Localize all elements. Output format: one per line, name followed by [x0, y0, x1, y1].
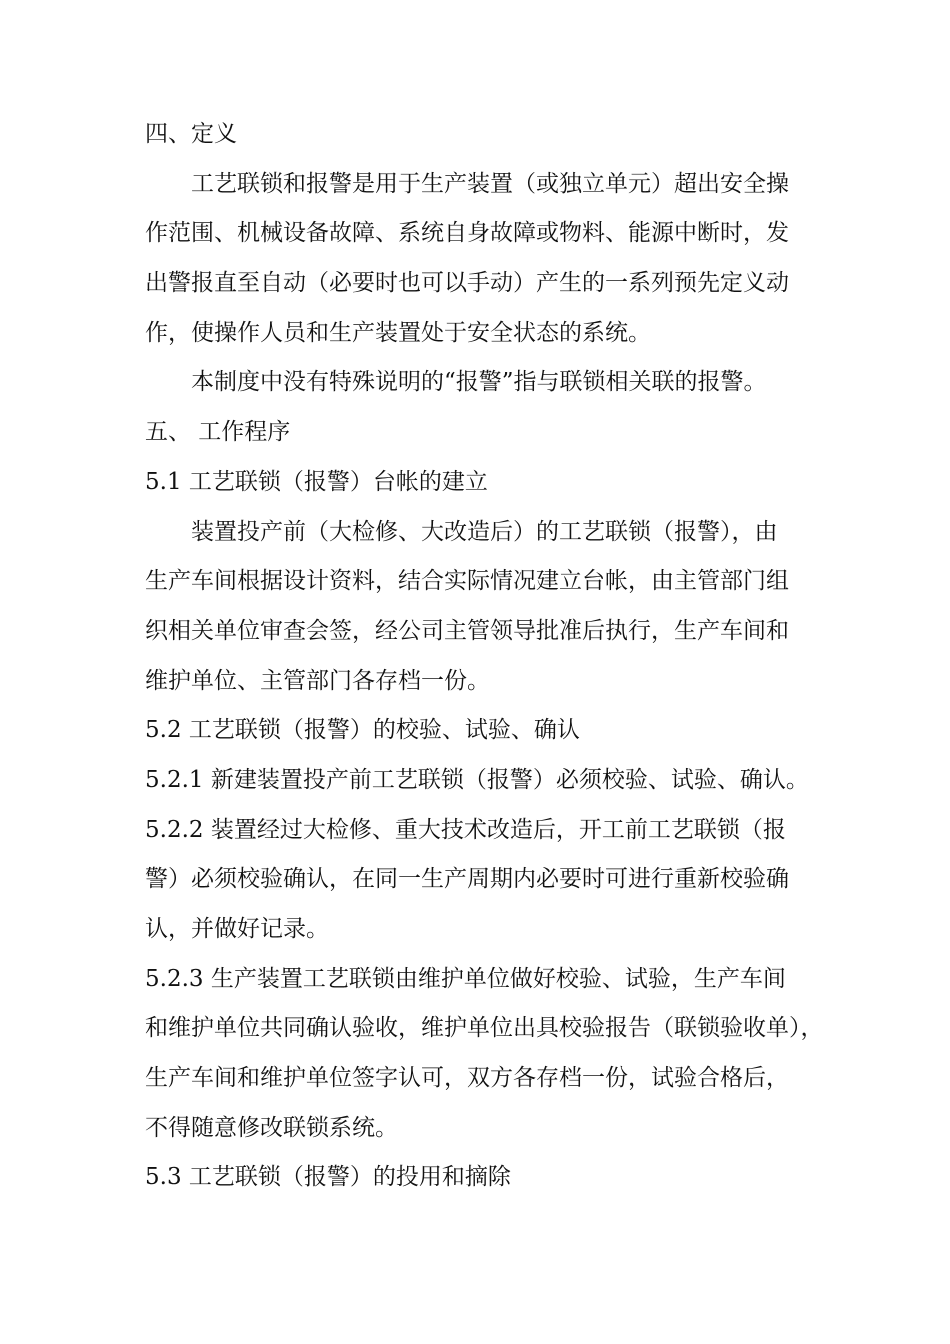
- paragraph-line: 生产车间和维护单位签字认可，双方各存档一份，试验合格后，: [145, 1065, 789, 1092]
- paragraph-line: 织相关单位审查会签，经公司主管领导批准后执行，生产车间和: [145, 617, 789, 644]
- paragraph-line: 装置投产前（大检修、大改造后）的工艺联锁（报警），由: [191, 518, 778, 545]
- paragraph-line: 工艺联锁和报警是用于生产装置（或独立单元）超出安全操: [191, 170, 789, 197]
- section-heading-5-1: 5.1 工艺联锁（报警）台帐的建立: [145, 468, 488, 495]
- heading-definition: 四、定义: [145, 121, 237, 147]
- paragraph-line: 本制度中没有特殊说明的“报警”指与联锁相关联的报警。: [191, 369, 767, 396]
- paragraph-line: 和维护单位共同确认验收，维护单位出具校验报告（联锁验收单），: [145, 1015, 824, 1042]
- section-heading-5-2: 5.2 工艺联锁（报警）的校验、试验、确认: [145, 717, 580, 744]
- paragraph-line: 不得随意修改联锁系统。: [145, 1114, 398, 1141]
- heading-work-procedure: 五、 工作程序: [145, 419, 291, 446]
- paragraph-line: 5.2.1 新建装置投产前工艺联锁（报警）必须校验、试验、确认。: [145, 766, 809, 793]
- paragraph-line: 维护单位、主管部门各存档一份。: [145, 667, 490, 694]
- paragraph-line: 5.2.2 装置经过大检修、重大技术改造后，开工前工艺联锁（报: [145, 816, 786, 843]
- section-heading-5-3: 5.3 工艺联锁（报警）的投用和摘除: [145, 1164, 511, 1191]
- paragraph-line: 生产车间根据设计资料，结合实际情况建立台帐，由主管部门组: [145, 568, 789, 595]
- paragraph-line: 5.2.3 生产装置工艺联锁由维护单位做好校验、试验，生产车间: [145, 965, 786, 992]
- paragraph-line: 出警报直至自动（必要时也可以手动）产生的一系列预先定义动: [145, 270, 789, 297]
- paragraph-line: 认，并做好记录。: [145, 916, 329, 942]
- paragraph-line: 警）必须校验确认，在同一生产周期内必要时可进行重新校验确: [145, 866, 789, 893]
- document-page: [145, 110, 824, 1203]
- paragraph-line: 作范围、机械设备故障、系统自身故障或物料、能源中断时，发: [145, 220, 789, 247]
- paragraph-line: 作，使操作人员和生产装置处于安全状态的系统。: [145, 319, 651, 346]
